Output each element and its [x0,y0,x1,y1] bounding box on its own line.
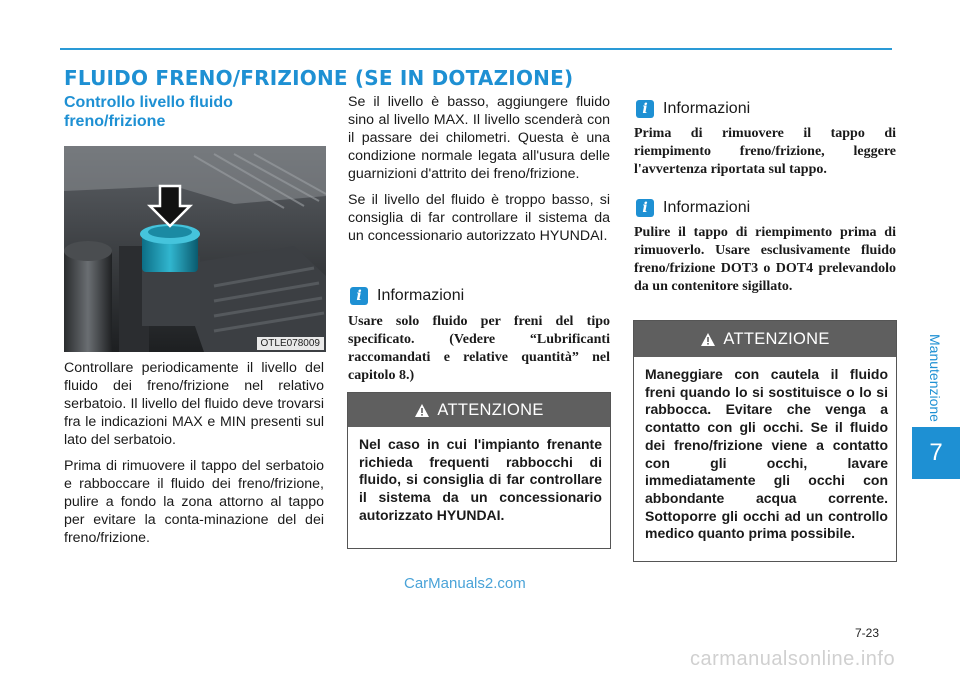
info-heading [636,97,750,121]
info-icon: i [636,100,654,118]
section-heading: Controllo livello fluido freno/frizione [64,94,233,130]
figure-code: OTLE078009 [257,337,325,350]
warning-header [348,393,610,427]
page-number: 7-23 [855,626,880,640]
info-text: Pulire il tappo di riempimento prima di rimuoverlo. Usare esclusivamente fluido freno/frizione DOT3 o DOT4 prelevandolo da un contenitore sigillato. [634,225,896,294]
warning-triangle-icon [414,403,430,418]
section-label: Manutenzione [927,334,943,422]
info-heading [636,196,750,220]
info-text: Prima di rimuovere il tappo di riempimento freno/frizione, leggere l'avvertenza riportata sul tappo. [634,126,896,177]
paragraph: Prima di rimuovere il tappo del serbatoio e rabboccare il fluido dei freno/frizione, pulire a fondo la zona attorno al tappo per evitare la conta-minazione del dei freno/frizione. [64,458,324,546]
page-title: FLUIDO FRENO/FRIZIONE (SE IN DOTAZIONE) [64,66,574,90]
warning-text: Nel caso in cui l'impianto frenante richieda frequenti rabbocchi di fluido, si consiglia di far controllare il sistema da un concessionario autorizzato HYUNDAI. [359,436,602,523]
info-icon: i [636,199,654,217]
paragraph: Se il livello del fluido è troppo basso, si consiglia di far controllare il sistema da un concessionario autorizzato HYUNDAI. [348,192,610,244]
chapter-number-badge: 7 [912,427,960,479]
warning-text: Maneggiare con cautela il fluido freni quando lo si sostituisce o lo si rabbocca. Evitare che venga a contatto con gli occhi. Se il fluido dei freno/frizione viene a contatto con gli occhi, lavare immediatamente gli occhi con abbondante acqua corrente. Sottoporre gli occhi ad un controllo medico quanto prima possibile. [645,366,888,542]
warning-title: ATTENZIONE [723,329,830,348]
column-1-text [64,359,324,555]
info-icon: i [350,287,368,305]
engine-bay-photo [64,146,326,352]
info-title: Informazioni [663,199,751,216]
warning-box [633,320,897,562]
brake-reservoir-illustration [64,146,326,352]
info-title: Informazioni [663,100,751,117]
info-heading [350,284,464,308]
warning-header [634,321,896,357]
info-text: Usare solo fluido per freni del tipo specificato. (Vedere “Lubrificanti raccomandati e relative quantità” nel capitolo 8.) [348,314,610,383]
info-title: Informazioni [377,287,465,304]
warning-title: ATTENZIONE [437,400,544,419]
watermark: CarManuals2.com [404,575,526,592]
warning-triangle-icon [700,332,716,347]
column-2-text [348,93,610,253]
warning-box [347,392,611,549]
header-rule [60,48,892,50]
paragraph: Se il livello è basso, aggiungere fluido sino al livello MAX. Il livello scenderà con il passare dei chilometri. Questa è una condizione normale legata all'usura delle guarnizioni d'attrito dei freno/frizione. [348,94,610,182]
site-watermark: carmanualsonline.info [690,648,896,670]
paragraph: Controllare periodicamente il livello del fluido dei freno/frizione nel relativo serbatoio. Il livello del fluido deve trovarsi fra le indicazioni MAX e MIN presenti sul lato del serbatoio. [64,360,324,448]
